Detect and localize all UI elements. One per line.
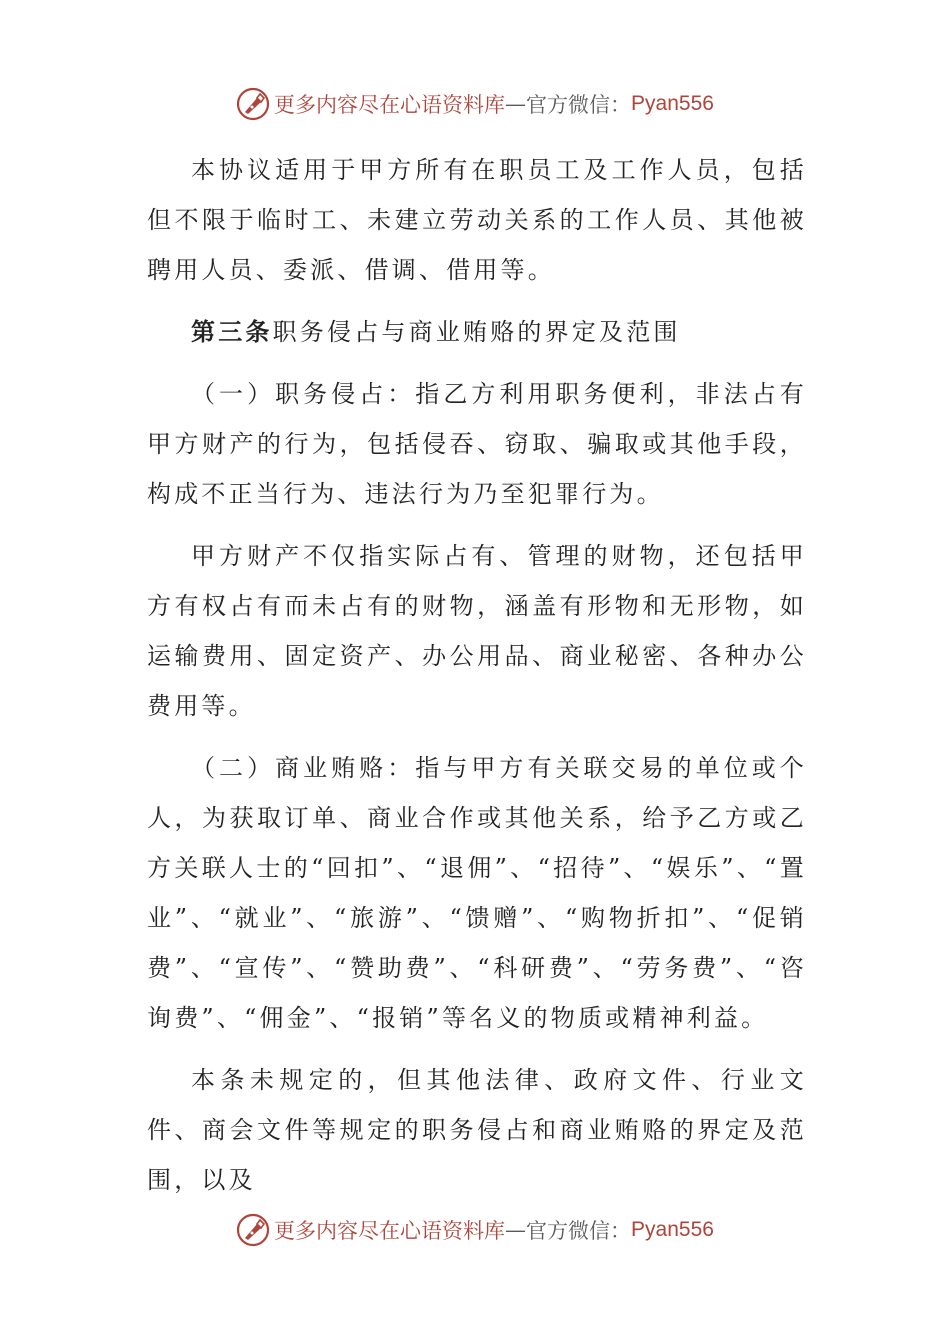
footer-banner — [0, 1210, 950, 1250]
article-3-title: 职务侵占与商业贿赂的界定及范围 — [272, 318, 681, 346]
wechat-label: 官方微信： — [526, 1219, 632, 1243]
paragraph-scope: 本协议适用于甲方所有在职员工及工作人员，包括但不限于临时工、未建立劳动关系的工作人员、其他被聘用人员、委派、借调、借用等。 — [147, 156, 807, 284]
article-3-heading-line — [147, 307, 807, 357]
brand-text: 更多内容尽在心语资料库 — [274, 93, 506, 117]
paragraph-company-property: 甲方财产不仅指实际占有、管理的财物，还包括甲方有权占有而未占有的财物，涵盖有形物和无形物，如运输费用、固定资产、办公用品、商业秘密、各种办公费用等。 — [147, 542, 807, 720]
header-banner — [0, 84, 950, 124]
brand-dash: — — [505, 92, 527, 116]
pen-nib-logo-icon — [236, 87, 270, 121]
wechat-label: 官方微信： — [526, 93, 632, 117]
brand-text: 更多内容尽在心语资料库 — [274, 1219, 506, 1243]
document-body — [147, 145, 807, 1217]
paragraph-other-rules: 本条未规定的，但其他法律、政府文件、行业文件、商会文件等规定的职务侵占和商业贿赂的界定及范围，以及 — [147, 1066, 807, 1194]
article-3-number: 第三条 — [191, 317, 273, 346]
pen-nib-logo-icon — [236, 1213, 270, 1247]
wechat-id: Pyan556 — [631, 1218, 714, 1241]
wechat-id: Pyan556 — [631, 92, 714, 115]
paragraph-embezzlement: （一）职务侵占：指乙方利用职务便利，非法占有甲方财产的行为，包括侵吞、窃取、骗取或其他手段，构成不正当行为、违法行为乃至犯罪行为。 — [147, 380, 807, 508]
paragraph-commercial-bribery: （二）商业贿赂：指与甲方有关联交易的单位或个人，为获取订单、商业合作或其他关系，给予乙方或乙方关联人士的“回扣”、“退佣”、“招待”、“娱乐”、“置业”、“就业”、“旅游”、“馈赠”、“购物折扣”、“促销费”、“宣传”、“赞助费”、“科研费”、“劳务费”、“咨询费”、“佣金”、“报销”等名义的物质或精神利益。 — [147, 754, 807, 1032]
brand-dash: — — [505, 1218, 527, 1242]
